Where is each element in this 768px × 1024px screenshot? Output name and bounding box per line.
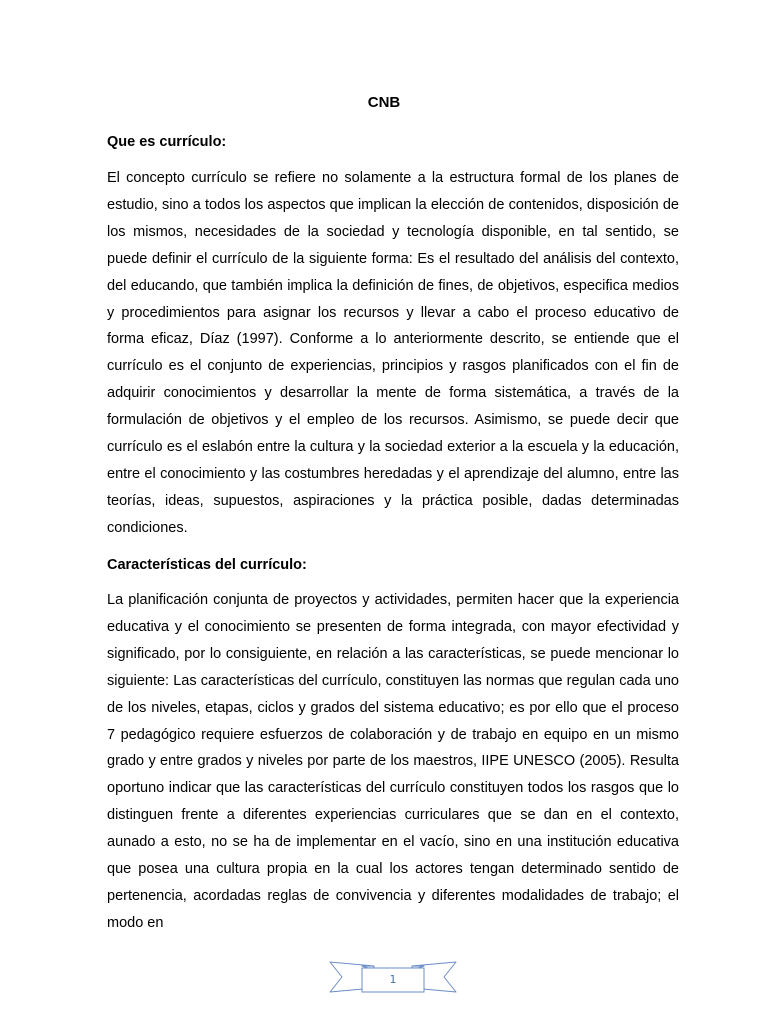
document-title: CNB — [367, 94, 401, 111]
section-body-characteristics: La planificación conjunta de proyectos y actividades, permiten hacer que la experiencia educativa y el conocimiento se presenten de forma integrada, con mayor efectividad y significado, por lo consiguiente, en relación a las características, se puede mencionar lo siguiente: Las características del currículo, constituyen las normas que regulan cada uno de los niveles, etapas, ciclos y grados del sistema educativo; es por ello que el proceso 7 pedagógico requiere esfuerzos de colaboración y de trabajo en equipo en un mismo grado y entre grados y niveles por parte de los maestros, IIPE UNESCO (2005). Resulta oportuno indicar que las características del currículo constituyen todos los rasgos que lo distinguen frente a diferentes experiencias curriculares que se dan en el contexto, aunado a esto, no se ha de implementar en el vacío, sino en una institución educativa que posea una cultura propia en la cual los actores tengan determinado sentido de pertenencia, acordadas reglas de convivencia y diferentes modalidades de trabajo; el modo en — [107, 592, 679, 931]
section-heading-characteristics: Características del currículo: — [107, 557, 307, 573]
page-number: 1 — [389, 973, 397, 986]
section-heading-curriculum: Que es currículo: — [107, 134, 227, 150]
section-body-curriculum: El concepto currículo se refiere no solamente a la estructura formal de los planes de estudio, sino a todos los aspectos que implican la elección de contenidos, disposición de los mismos, necesidades de la sociedad y tecnología disponible, en tal sentido, se puede definir el currículo de la siguiente forma: Es el resultado del análisis del contexto, del educando, que también implica la definición de fines, de objetivos, especifica medios y procedimientos para asignar los recursos y llevar a cabo el proceso educativo de forma eficaz, Díaz (1997). Conforme a lo anteriormente descrito, se entiende que el currículo es el conjunto de experiencias, principios y rasgos planificados con el fin de adquirir conocimientos y desarrollar la mente de forma sistemática, a través de la formulación de objetivos y el empleo de los recursos. Asimismo, se puede decir que currículo es el eslabón entre la cultura y la sociedad exterior a la escuela y la educación, entre el conocimiento y las costumbres heredadas y el aprendizaje del alumno, entre las teorías, ideas, supuestos, aspiraciones y la práctica posible, dadas determinadas condiciones. — [107, 170, 679, 536]
